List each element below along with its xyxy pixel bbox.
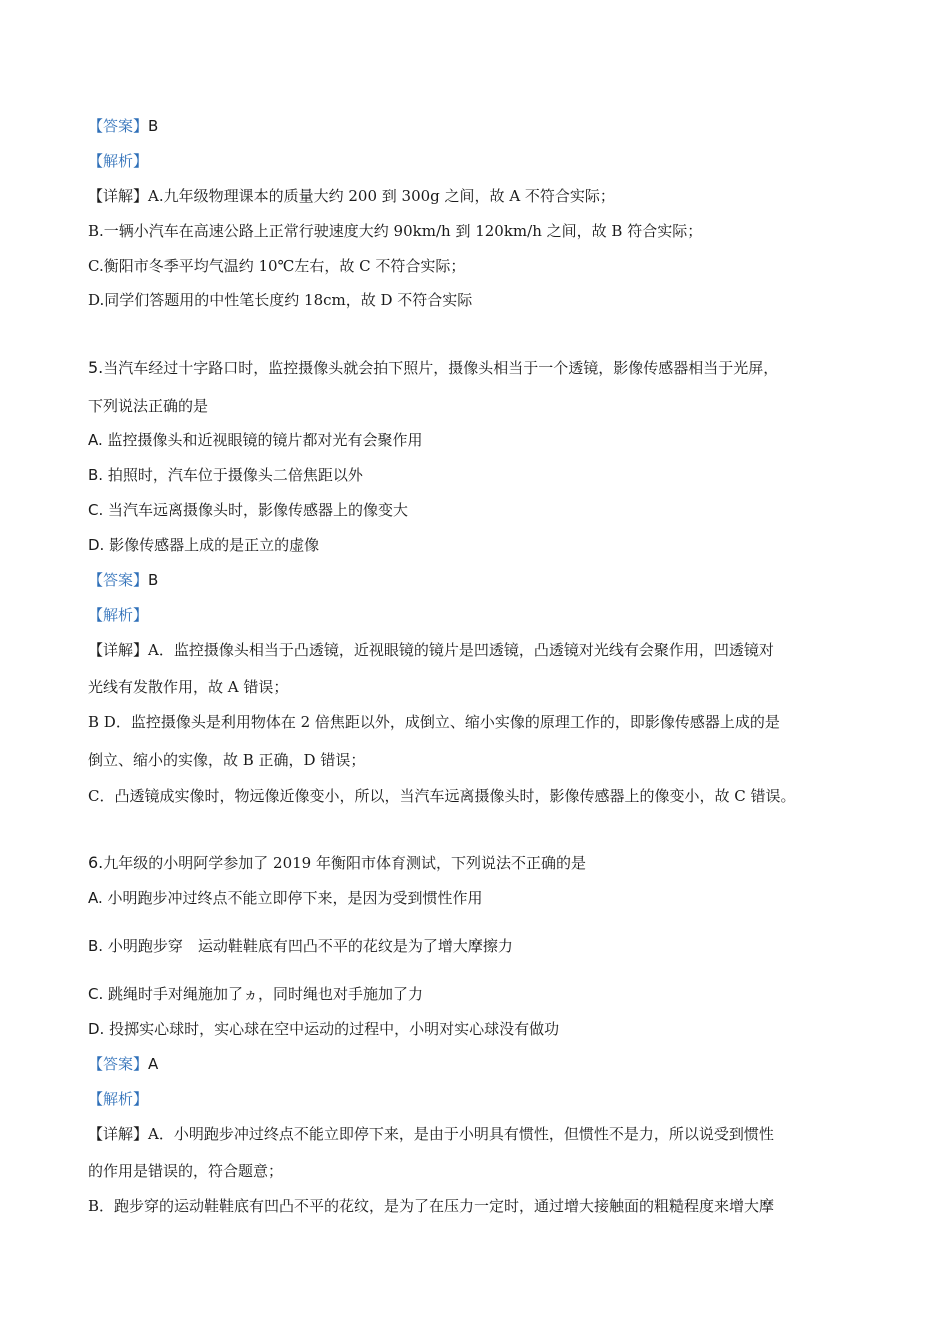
q5-option-d: [88, 535, 319, 555]
answer-value: A: [148, 1055, 159, 1073]
question-number: 6.: [88, 853, 104, 872]
q6-detail-line: B．跑步穿的运动鞋鞋底有凹凸不平的花纹，是为了在压力一定时，通过增大接触面的粗糙程度来增大摩: [88, 1197, 775, 1215]
answer-value: B: [148, 571, 159, 589]
option-letter: B.: [88, 937, 104, 955]
q5-detail-line: C．凸透镜成实像时，物远像近像变小，所以，当汽车远离摄像头时，影像传感器上的像变小，故 C 错误。: [88, 787, 796, 805]
option-letter: D.: [88, 1020, 105, 1038]
q4-detail-line: [88, 186, 615, 206]
option-text: 投掷实心球时，实心球在空中运动的过程中，小明对实心球没有做功: [109, 1020, 560, 1038]
answer-value: B: [148, 117, 159, 135]
option-text: 监控摄像头和近视眼镜的镜片都对光有会聚作用: [107, 431, 423, 449]
q5-answer-line: [88, 570, 158, 590]
question-stem: 当汽车经过十字路口时，监控摄像头就会拍下照片，摄像头相当于一个透镜，影像传感器相当于光屏，: [103, 359, 779, 377]
q6-detail-line: 的作用是错误的，符合题意；: [88, 1162, 284, 1180]
q4-analysis-label: [88, 151, 148, 171]
option-letter: A.: [88, 889, 103, 907]
q6-option-d: [88, 1019, 559, 1039]
q5-stem-line: [88, 358, 778, 378]
q5-option-c: [88, 500, 408, 520]
q6-answer-line: [88, 1054, 158, 1074]
option-text: 小明跑步穿 运动鞋鞋底有凹凸不平的花纹是为了增大摩擦力: [107, 937, 513, 955]
option-letter: D.: [88, 536, 105, 554]
detail-label: 【详解】: [88, 641, 149, 659]
analysis-label: 【解析】: [88, 606, 149, 624]
q5-analysis-label: [88, 605, 148, 625]
q6-option-b: [88, 936, 513, 956]
analysis-label: 【解析】: [88, 152, 149, 170]
q6-detail-line: [88, 1124, 774, 1144]
q4-detail-line: C.衡阳市冬季平均气温约 10℃左右，故 C 不符合实际；: [88, 257, 466, 275]
option-text: 小明跑步冲过终点不能立即停下来，是因为受到惯性作用: [107, 889, 483, 907]
q6-analysis-label: [88, 1089, 148, 1109]
option-letter: B.: [88, 466, 104, 484]
answer-label: 【答案】: [88, 1055, 149, 1073]
question-stem: 九年级的小明阿学参加了 2019 年衡阳市体育测试，下列说法不正确的是: [103, 854, 586, 872]
option-text: 当汽车远离摄像头时，影像传感器上的像变大: [108, 501, 409, 519]
detail-text: A．小明跑步冲过终点不能立即停下来，是由于小明具有惯性，但惯性不是力，所以说受到惯性: [148, 1125, 774, 1143]
answer-label: 【答案】: [88, 117, 149, 135]
option-letter: C.: [88, 985, 104, 1003]
q4-detail-line: B.一辆小汽车在高速公路上正常行驶速度大约 90km/h 到 120km/h 之间，故 B 符合实际；: [88, 222, 703, 240]
q5-option-b: [88, 465, 363, 485]
detail-text: A．监控摄像头相当于凸透镜，近视眼镜的镜片是凹透镜，凸透镜对光线有会聚作用，凹透镜对: [148, 641, 774, 659]
q5-stem-line: 下列说法正确的是: [88, 397, 209, 415]
option-letter: C.: [88, 501, 104, 519]
q6-stem-line: [88, 853, 586, 873]
option-text: 影像传感器上成的是正立的虚像: [109, 536, 320, 554]
q5-detail-line: B D．监控摄像头是利用物体在 2 倍焦距以外，成倒立、缩小实像的原理工作的，即影像传感器上成的是: [88, 713, 780, 731]
detail-text: A.九年级物理课本的质量大约 200 到 300g 之间，故 A 不符合实际；: [148, 187, 615, 205]
option-letter: A.: [88, 431, 103, 449]
q6-option-c: [88, 984, 423, 1004]
question-number: 5.: [88, 358, 104, 377]
q4-answer-line: [88, 116, 158, 136]
option-text: 跳绳时手对绳施加了ヵ，同时绳也对手施加了力: [108, 985, 424, 1003]
detail-label: 【详解】: [88, 187, 149, 205]
answer-label: 【答案】: [88, 571, 149, 589]
option-text: 拍照时，汽车位于摄像头二倍焦距以外: [107, 466, 363, 484]
detail-label: 【详解】: [88, 1125, 149, 1143]
analysis-label: 【解析】: [88, 1090, 149, 1108]
q5-option-a: [88, 430, 423, 450]
q6-option-a: [88, 888, 483, 908]
q5-detail-line: 倒立、缩小的实像，故 B 正确，D 错误；: [88, 751, 366, 769]
q5-detail-line: 光线有发散作用，故 A 错误；: [88, 678, 289, 696]
q5-detail-line: [88, 640, 774, 660]
q4-detail-line: D.同学们答题用的中性笔长度约 18cm，故 D 不符合实际: [88, 291, 473, 309]
